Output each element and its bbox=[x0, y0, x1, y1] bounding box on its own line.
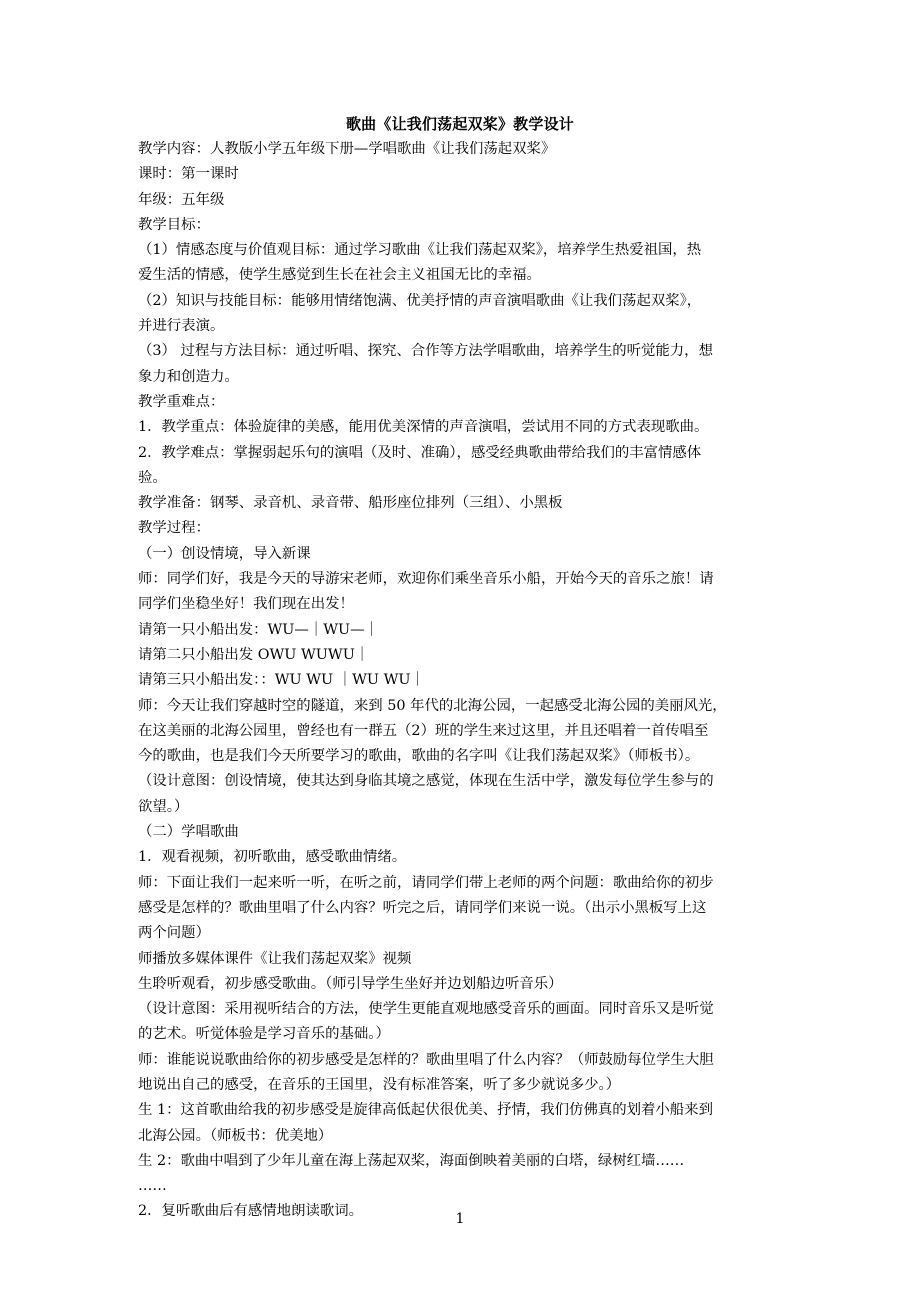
text-line: 2．教学难点：掌握弱起乐句的演唱（及时、准确），感受经典歌曲带给我们的丰富情感体 bbox=[138, 444, 702, 461]
text-line: （1）情感态度与价值观目标：通过学习歌曲《让我们荡起双桨》，培养学生热爱祖国，热 bbox=[138, 242, 702, 259]
document-title: 歌曲《让我们荡起双桨》教学设计 bbox=[345, 115, 574, 133]
text-line: …… bbox=[138, 1178, 167, 1195]
text-line: 两个问题） bbox=[138, 925, 210, 942]
text-line: 教学准备：钢琴、录音机、录音带、船形座位排列（三组）、小黑板 bbox=[138, 495, 563, 512]
text-line: 生 2：歌曲中唱到了少年儿童在海上荡起双桨，海面倒映着美丽的白塔，绿树红墙…… bbox=[138, 1152, 685, 1169]
text-line: 师：下面让我们一起来听一听，在听之前，请同学们带上老师的两个问题：歌曲给你的初步 bbox=[138, 874, 714, 891]
text-line: 请第三只小船出发：：WU WU ｜WU WU｜ bbox=[138, 672, 425, 689]
text-line: 同学们坐稳坐好！我们现在出发！ bbox=[138, 596, 354, 613]
page-number: 1 bbox=[455, 1211, 465, 1227]
text-line: 爱生活的情感，使学生感觉到生长在社会主义祖国无比的幸福。 bbox=[138, 267, 541, 284]
text-line: 1．观看视频，初听歌曲，感受歌曲情绪。 bbox=[138, 849, 407, 866]
text-line: 在这美丽的北海公园里，曾经也有一群五（2）班的学生来过这里，并且还唱着一首传唱至 bbox=[138, 722, 709, 739]
document-body bbox=[138, 137, 786, 1225]
text-line: 北海公园。（师板书：优美地） bbox=[138, 1127, 333, 1144]
text-line: 生 1：这首歌曲给我的初步感受是旋律高低起伏很优美、抒情，我们仿佛真的划着小船来到 bbox=[138, 1102, 713, 1119]
text-line: 师：同学们好，我是今天的导游宋老师，欢迎你们乘坐音乐小船，开始今天的音乐之旅！请 bbox=[138, 571, 714, 588]
text-line: 2．复听歌曲后有感情地朗读歌词。 bbox=[138, 1203, 364, 1220]
text-line: （一）创设情境，导入新课 bbox=[138, 545, 311, 562]
text-line: 年级：五年级 bbox=[138, 191, 225, 208]
text-line: 请第二只小船出发 OWU WUWU｜ bbox=[138, 646, 370, 663]
text-line: 师：今天让我们穿越时空的隧道，来到 50 年代的北海公园，一起感受北海公园的美丽风光， bbox=[138, 697, 727, 714]
text-line: 1．教学重点：体验旋律的美感，能用优美深情的声音演唱，尝试用不同的方式表现歌曲。 bbox=[138, 419, 709, 436]
text-line: 验。 bbox=[138, 469, 167, 486]
text-line: 请第一只小船出发：WU—｜WU—｜ bbox=[138, 621, 379, 638]
text-line: 感受是怎样的？歌曲里唱了什么内容？听完之后，请同学们来说一说。（出示小黑板写上这 bbox=[138, 899, 707, 916]
text-line: 并进行表演。 bbox=[138, 318, 225, 335]
text-line: 师播放多媒体课件《让我们荡起双桨》视频 bbox=[138, 950, 412, 967]
text-line: 今的歌曲，也是我们今天所要学习的歌曲，歌曲的名字叫《让我们荡起双桨》（师板书）。 bbox=[138, 748, 700, 765]
text-line: （3） 过程与方法目标：通过听唱、探究、合作等方法学唱歌曲，培养学生的听觉能力，想 bbox=[138, 343, 713, 360]
text-line: （2）知识与技能目标：能够用情绪饱满、优美抒情的声音演唱歌曲《让我们荡起双桨》， bbox=[138, 292, 702, 309]
text-line: 的艺术。听觉体验是学习音乐的基础。） bbox=[138, 1026, 390, 1043]
text-line: 师：谁能说说歌曲给你的初步感受是怎样的？歌曲里唱了什么内容？（师鼓励每位学生大胆 bbox=[138, 1051, 714, 1068]
text-line: 欲望。） bbox=[138, 798, 189, 815]
text-line: 教学过程： bbox=[138, 520, 210, 537]
text-line: 教学目标： bbox=[138, 216, 210, 233]
text-line: （二）学唱歌曲 bbox=[138, 824, 239, 841]
text-line: 象力和创造力。 bbox=[138, 368, 239, 385]
text-line: 教学内容：人教版小学五年级下册—学唱歌曲《让我们荡起双桨》 bbox=[138, 141, 556, 157]
text-line: （设计意图：采用视听结合的方法，使学生更能直观地感受音乐的画面。同时音乐又是听觉 bbox=[138, 1001, 714, 1018]
text-line: 生聆听观看，初步感受歌曲。（师引导学生坐好并边划船边听音乐） bbox=[138, 975, 563, 992]
text-line: 课时：第一课时 bbox=[138, 166, 239, 183]
text-line: （设计意图：创设情境，使其达到身临其境之感觉，体现在生活中学，激发每位学生参与的 bbox=[138, 773, 714, 790]
text-line: 地说出自己的感受，在音乐的王国里，没有标准答案，听了多少就说多少。） bbox=[138, 1076, 621, 1093]
text-line: 教学重难点： bbox=[138, 393, 225, 410]
